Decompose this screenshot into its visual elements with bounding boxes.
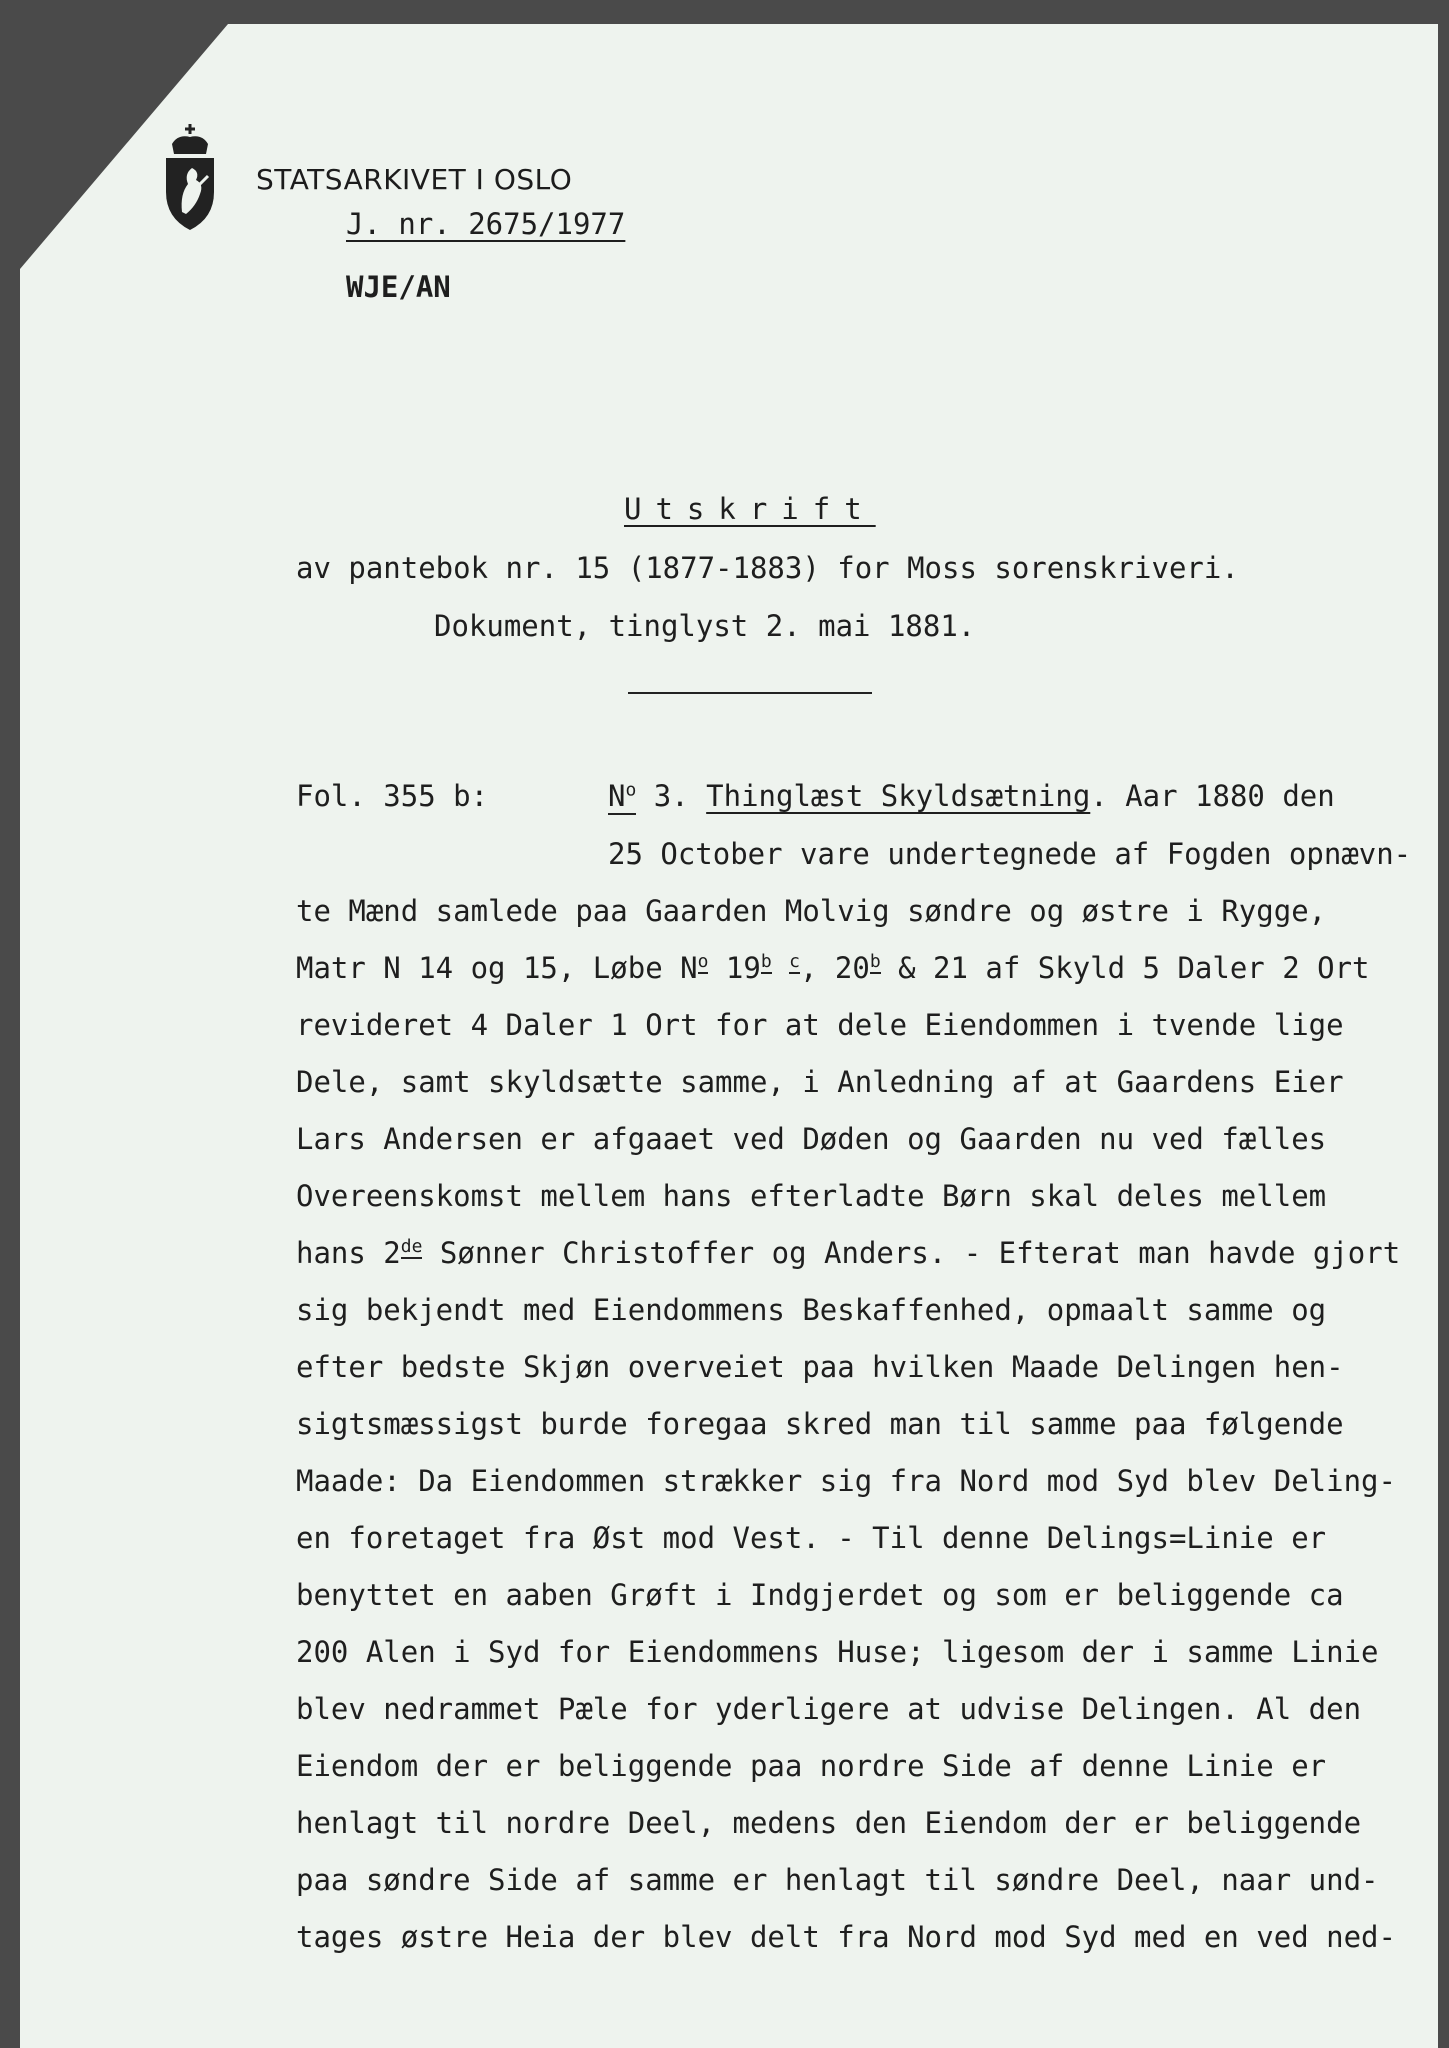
text-line: Dele, samt skyldsætte samme, i Anledning af at Gaardens Eier: [296, 1065, 1344, 1099]
text-line: henlagt til nordre Deel, medens den Eiendom der er beliggende: [296, 1806, 1362, 1840]
divider: [628, 692, 872, 694]
folio-reference: Fol. 355 b:: [296, 779, 489, 813]
text-line: blev nedrammet Pæle for yderligere at udvise Delingen. Al den: [296, 1692, 1362, 1726]
text-line: Lars Andersen er afgaaet ved Døden og Gaarden nu ved fælles: [296, 1122, 1327, 1156]
text-line: tages østre Heia der blev delt fra Nord mod Syd med en ved ned-: [296, 1920, 1396, 1954]
text-line: sigtsmæssigst burde foregaa skred man til samme paa følgende: [296, 1407, 1344, 1441]
text-line: hans 2de Sønner Christoffer og Anders. - Efterat man havde gjort: [296, 1236, 1401, 1270]
entry-number: $N^o$: [608, 779, 637, 813]
text-line: Matr N 14 og 15, Løbe $N^o$ 19$^b$ $^c$, 20$^b$ & 21 af Skyld 5 Daler 2 Ort: [296, 951, 1370, 985]
initials: WJE/AN: [346, 270, 451, 304]
coat-of-arms-icon: [158, 122, 222, 232]
text-line: 200 Alen i Syd for Eiendommens Huse; ligesom der i samme Linie: [296, 1635, 1379, 1669]
text-line: sig bekjendt med Eiendommens Beskaffenhed, opmaalt samme og: [296, 1293, 1327, 1327]
text-line: paa søndre Side af samme er henlagt til søndre Deel, naar und-: [296, 1863, 1379, 1897]
text-line: te Mænd samlede paa Gaarden Molvig søndre og østre i Rygge,: [296, 894, 1327, 928]
text-line: benyttet en aaben Grøft i Indgjerdet og som er beliggende ca: [296, 1578, 1344, 1612]
document-line: Dokument, tinglyst 2. mai 1881.: [434, 609, 976, 643]
journal-number: J. nr. 2675/1977: [346, 207, 626, 241]
text-line: Eiendom der er beliggende paa nordre Side af denne Linie er: [296, 1749, 1327, 1783]
document-title: Utskrift: [624, 492, 876, 526]
text-line: revideret 4 Daler 1 Ort for at dele Eiendommen i tvende lige: [296, 1008, 1344, 1042]
text-line: Overeenskomst mellem hans efterladte Børn skal deles mellem: [296, 1179, 1327, 1213]
source-line: av pantebok nr. 15 (1877-1883) for Moss sorenskriveri.: [296, 551, 1239, 585]
text-line: Maade: Da Eiendommen strækker sig fra Nord mod Syd blev Deling-: [296, 1464, 1396, 1498]
text-line: 25 October vare undertegnede af Fogden opnævn-: [608, 837, 1412, 871]
entry-caption: Thinglæst Skyldsætning: [706, 779, 1091, 813]
entry-first-line: $N^o$ 3. Thinglæst Skyldsætning. Aar 1880 den: [608, 779, 1335, 813]
text-line: efter bedste Skjøn overveiet paa hvilken Maade Delingen hen-: [296, 1350, 1344, 1384]
archive-name: STATSARKIVET I OSLO: [256, 163, 573, 196]
text-line: en foretaget fra Øst mod Vest. - Til denne Delings=Linie er: [296, 1521, 1327, 1555]
